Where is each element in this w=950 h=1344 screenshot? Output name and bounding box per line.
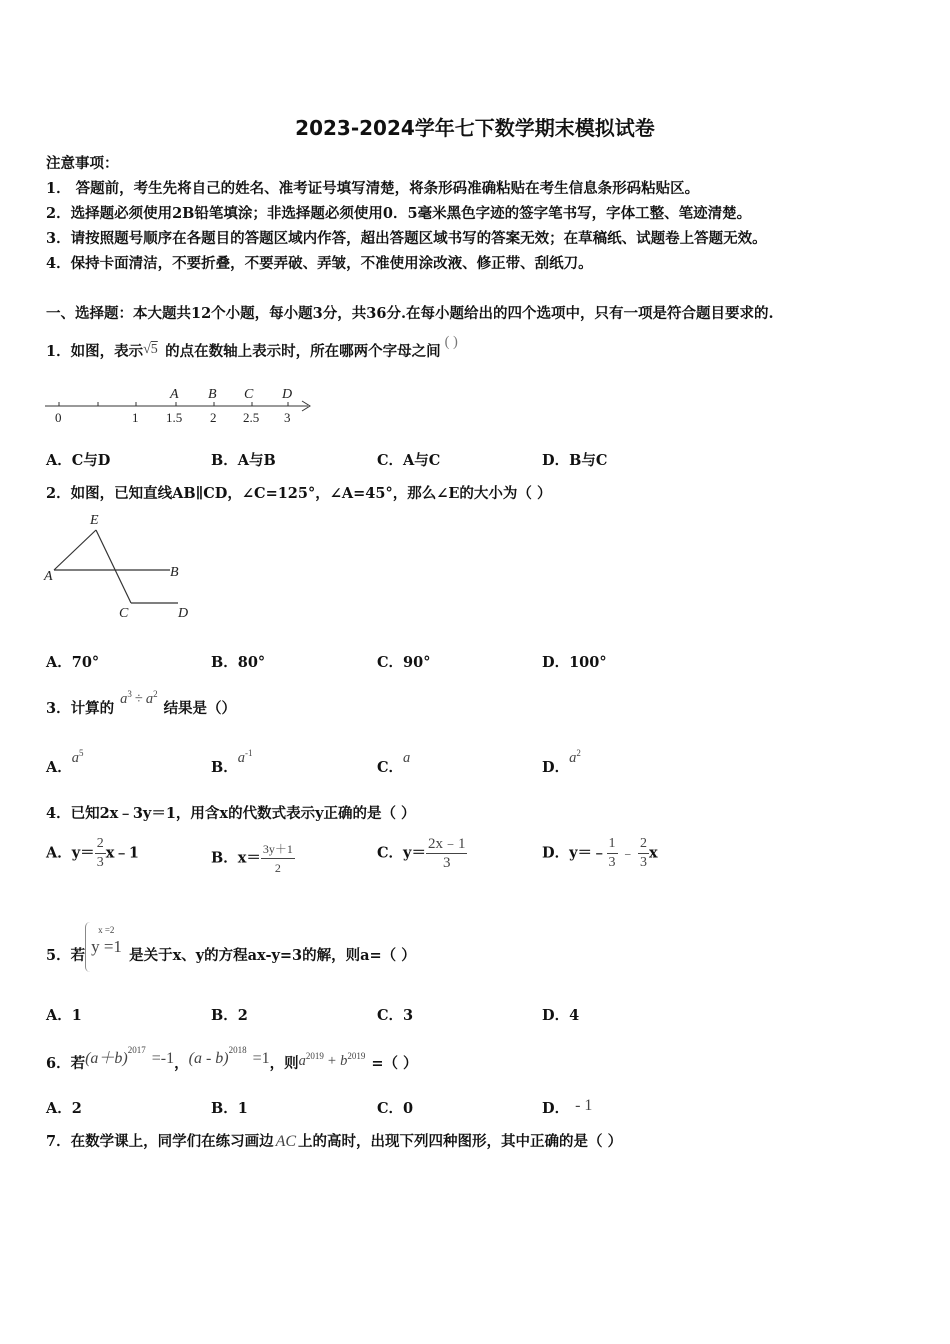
number-line-figure <box>40 380 320 430</box>
question-6: 6．若$(a+b)^{2017}=-1$，(a - b)$^{2018}$=1，则$a^{2019} + b^{2019}$ =（ ） <box>46 1044 418 1072</box>
label-b: B <box>170 565 179 580</box>
point-label-c: C <box>244 387 254 402</box>
label-d: D <box>178 606 189 621</box>
fraction: $\frac{3y+1}{2}$ <box>262 842 293 875</box>
fraction: $\frac{1}{3}$ <box>608 836 616 870</box>
option-b[interactable]: B．2 <box>211 1007 248 1024</box>
segment-ae <box>54 530 96 570</box>
question-7 <box>46 1130 622 1151</box>
option-a[interactable]: A．C与D <box>46 452 111 469</box>
section-heading: 一、选择题：本大题共12个小题，每小题3分，共36分.在每小题给出的四个选项中，只有一项是符合题目要求的. <box>46 305 774 322</box>
segment-ec <box>96 530 131 603</box>
question-3 <box>46 689 237 718</box>
option-b[interactable]: B．80° <box>211 654 266 671</box>
sum-expression: $a^{2019} + b^{2019}$ <box>298 1051 366 1069</box>
notice-heading: 注意事项： <box>46 155 119 172</box>
label-a: A <box>44 569 53 584</box>
page-title: 2023-2024学年七下数学期末模拟试卷 <box>295 116 655 140</box>
tick-label: 1 <box>132 410 139 425</box>
point-label-d: D <box>282 387 293 402</box>
option-d[interactable]: D．B与C <box>542 452 608 469</box>
option-a[interactable]: A．1 <box>46 1007 82 1024</box>
option-a[interactable]: A．$a^5$ <box>46 748 84 776</box>
label-c: C <box>119 606 129 621</box>
option-d[interactable]: D．y＝﹣ $\frac{1}{3}$ ﹣ $\frac{2}{3}$ x <box>542 836 658 870</box>
option-c[interactable]: C．A与C <box>377 452 441 469</box>
tick-label: 2 <box>210 410 217 425</box>
label-e: E <box>90 513 99 528</box>
option-d[interactable]: D．100° <box>542 654 607 671</box>
answer-paren: ( ) <box>444 334 458 350</box>
option-d[interactable]: D．4 <box>542 1007 580 1024</box>
parallel-lines-figure <box>40 508 200 623</box>
fraction: $\frac{2x﹣1}{3}$ <box>427 836 466 871</box>
option-b[interactable]: B．A与B <box>211 452 276 469</box>
fraction: $\frac{2}{3}$ <box>96 836 104 870</box>
option-d-value: - 1 <box>575 1097 593 1114</box>
option-c[interactable]: C．y＝ $\frac{2x﹣1}{3}$ <box>377 836 466 871</box>
question-4: 4．已知2x﹣3y＝1，用含x的代数式表示y正确的是（ ） <box>46 805 416 822</box>
division-expression: $a^3 \div a^2$ <box>120 689 158 707</box>
option-a[interactable]: A．y＝ $\frac{2}{3}$ x﹣1 <box>46 836 139 870</box>
notice-item: 3．请按照题号顺序在各题目的答题区域内作答，超出答题区域书写的答案无效；在草稿纸、试题卷上答题无效。 <box>46 230 767 247</box>
question-2: 2．如图，已知直线AB∥CD，∠C=125°，∠A=45°，那么∠E的大小为（ ） <box>46 485 552 502</box>
question-3-pre: 3．计算的 <box>46 700 115 717</box>
tick-label: 3 <box>284 410 291 425</box>
tick-label: 1.5 <box>166 410 183 425</box>
question-5 <box>46 925 416 966</box>
option-a[interactable]: A．2 <box>46 1100 82 1117</box>
option-c[interactable]: C．3 <box>377 1007 414 1024</box>
option-b[interactable]: B．1 <box>211 1100 248 1117</box>
notice-item: 1． 答题前，考生先将自己的姓名、准考证号填写清楚，将条形码准确粘贴在考生信息条形码粘贴区。 <box>46 180 700 197</box>
question-7-pre: 7．在数学课上，同学们在练习画边 <box>46 1133 274 1150</box>
point-label-b: B <box>208 387 217 402</box>
power-expression: $(a+b)^{2017}=-1$ <box>85 1044 175 1067</box>
segment-name: AC <box>275 1133 297 1150</box>
option-d[interactable]: D．$a^2$ <box>542 748 581 776</box>
question-1: 1．如图，表示 √5 的点在数轴上表示时，所在哪两个字母之间( ) <box>46 334 458 360</box>
option-b[interactable]: B．$a^{-1}$ <box>211 748 253 776</box>
equation-system: x =2 y =1 <box>85 946 129 966</box>
question-6-pre: 6．若 <box>46 1055 86 1072</box>
question-5-post: 是关于x、y的方程ax-y=3的解，则a=（ ） <box>129 947 416 964</box>
option-b[interactable]: B．x＝ $\frac{3y+1}{2}$ <box>211 842 293 875</box>
option-a[interactable]: A．70° <box>46 654 100 671</box>
number-line-ticks <box>59 402 288 406</box>
notice-item: 2．选择题必须使用2B铅笔填涂；非选择题必须使用0．5毫米黑色字迹的签字笔书写，字体工整、笔迹清楚。 <box>46 205 752 222</box>
question-3-post: 结果是（） <box>163 700 237 717</box>
option-c[interactable]: C．90° <box>377 654 431 671</box>
question-5-pre: 5．若 <box>46 947 86 964</box>
question-1-post: 的点在数轴上表示时，所在哪两个字母之间 <box>165 343 441 360</box>
question-7-post: 上的高时，出现下列四种图形，其中正确的是（ ） <box>298 1133 623 1150</box>
question-1-pre: 1．如图，表示 <box>46 343 144 360</box>
tick-label: 2.5 <box>243 410 260 425</box>
tick-label: 0 <box>55 410 62 425</box>
point-label-a: A <box>170 387 179 402</box>
fraction: $\frac{2}{3}$ <box>640 836 647 870</box>
option-c[interactable]: C．0 <box>377 1100 414 1117</box>
option-c[interactable]: C．a <box>377 750 411 776</box>
power-expression: (a - b)$^{2018}$=1 <box>188 1044 270 1067</box>
notice-item: 4．保持卡面清洁，不要折叠，不要弄破、弄皱，不准使用涂改液、修正带、刮纸刀。 <box>46 255 593 272</box>
option-d[interactable]: D． - 1 <box>542 1097 593 1117</box>
